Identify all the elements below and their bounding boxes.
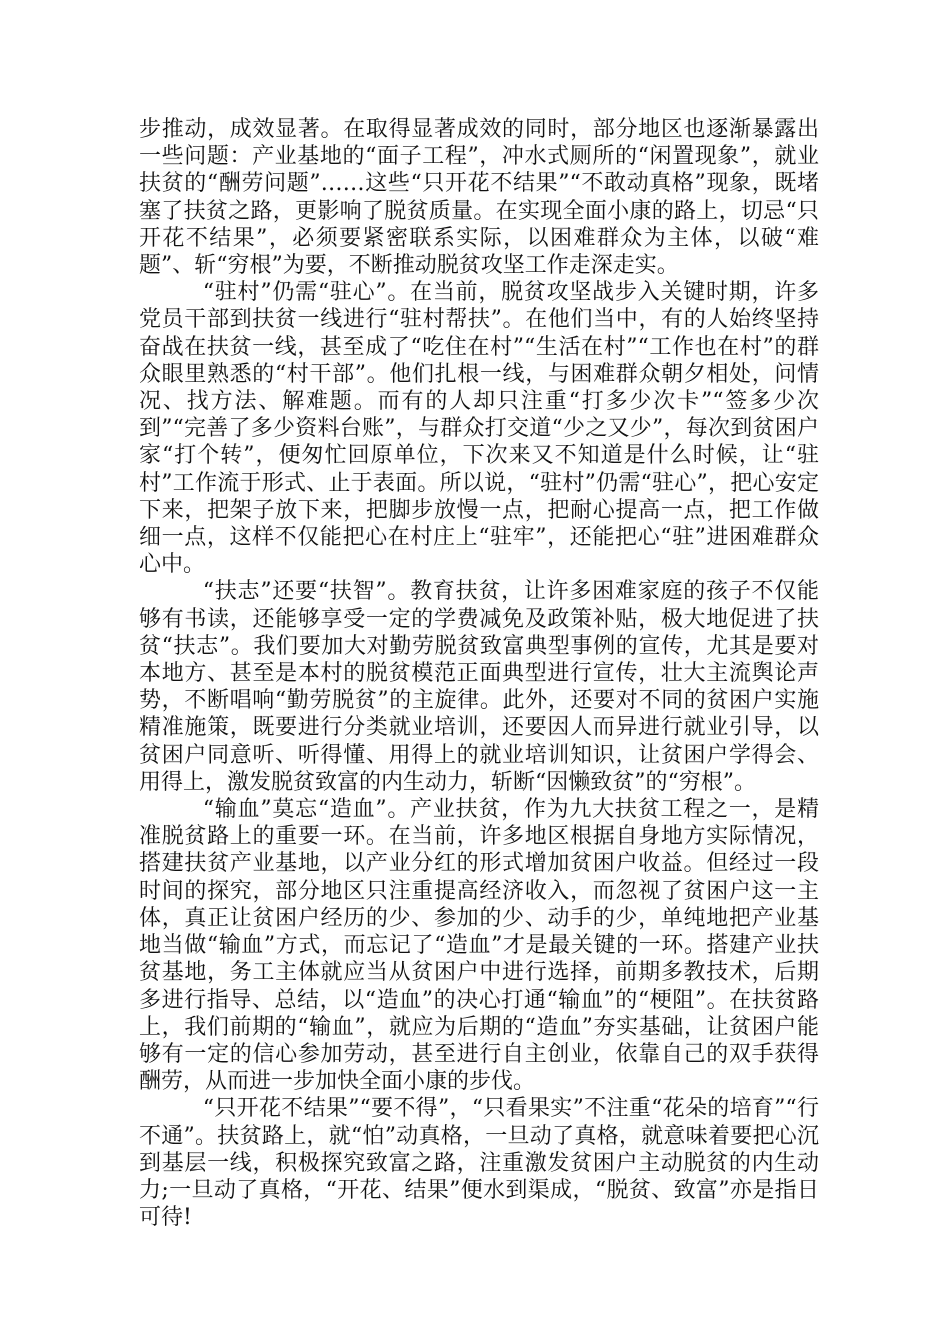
- paragraph-5: “只开花不结果”“要不得”，“只看果实”不注重“花朵的培育”“行不通”。扶贫路上，就“怕”动真格，一旦动了真格，就意味着要把心沉到基层一线，积极探究致富之路，注重激发贫困户主动脱贫的内生动力;一旦动了真格，“开花、结果”便水到渠成，“脱贫、致富”亦是指日可待!: [139, 1096, 819, 1231]
- paragraph-1: 步推动，成效显著。在取得显著成效的同时，部分地区也逐渐暴露出一些问题：产业基地的“面子工程”，冲水式厕所的“闲置现象”，就业扶贫的“酬劳问题”……这些“只开花不结果”“不敢动真格”现象，既堵塞了扶贫之路，更影响了脱贫质量。在实现全面小康的路上，切忌“只开花不结果”，必须要紧密联系实际，以困难群众为主体，以破“难题”、斩“穷根”为要，不断推动脱贫攻坚工作走深走实。: [139, 117, 819, 279]
- paragraph-3: “扶志”还要“扶智”。教育扶贫，让许多困难家庭的孩子不仅能够有书读，还能够享受一定的学费减免及政策补贴，极大地促进了扶贫“扶志”。我们要加大对勤劳脱贫致富典型事例的宣传，尤其是要对本地方、甚至是本村的脱贫模范正面典型进行宣传，壮大主流舆论声势，不断唱响“勤劳脱贫”的主旋律。此外，还要对不同的贫困户实施精准施策，既要进行分类就业培训，还要因人而异进行就业引导，以贫困户同意听、听得懂、用得上的就业培训知识，让贫困户学得会、用得上，激发脱贫致富的内生动力，斩断“因懒致贫”的“穷根”。: [139, 579, 819, 795]
- paragraph-2: “驻村”仍需“驻心”。在当前，脱贫攻坚战步入关键时期，许多党员干部到扶贫一线进行“驻村帮扶”。在他们当中，有的人始终坚持奋战在扶贫一线，甚至成了“吃住在村”“生活在村”“工作也在村”的群众眼里熟悉的“村干部”。他们扎根一线，与困难群众朝夕相处，问情况、找方法、解难题。而有的人却只注重“打多少次卡”“签多少次到”“完善了多少资料台账”，与群众打交道“少之又少”，每次到贫困户家“打个转”，便匆忙回原单位，下次来又不知道是什么时候，让“驻村”工作流于形式、止于表面。所以说，“驻村”仍需“驻心”，把心安定下来，把架子放下来，把脚步放慢一点，把耐心提高一点，把工作做细一点，这样不仅能把心在村庄上“驻牢”，还能把心“驻”进困难群众心中。: [139, 280, 819, 578]
- paragraph-4: “输血”莫忘“造血”。产业扶贫，作为九大扶贫工程之一，是精准脱贫路上的重要一环。在当前，许多地区根据自身地方实际情况，搭建扶贫产业基地，以产业分红的形式增加贫困户收益。但经过一段时间的探究，部分地区只注重提高经济收入，而忽视了贫困户这一主体，真正让贫困户经历的少、参加的少、动手的少，单纯地把产业基地当做“输血”方式，而忘记了“造血”才是最关键的一环。搭建产业扶贫基地，务工主体就应当从贫困户中进行选择，前期多教技术，后期多进行指导、总结，以“造血”的决心打通“输血”的“梗阻”。在扶贫路上，我们前期的“输血”，就应为后期的“造血”夯实基础，让贫困户能够有一定的信心参加劳动，甚至进行自主创业，依靠自己的双手获得酬劳，从而进一步加快全面小康的步伐。: [139, 797, 819, 1095]
- document-page: [139, 116, 819, 1231]
